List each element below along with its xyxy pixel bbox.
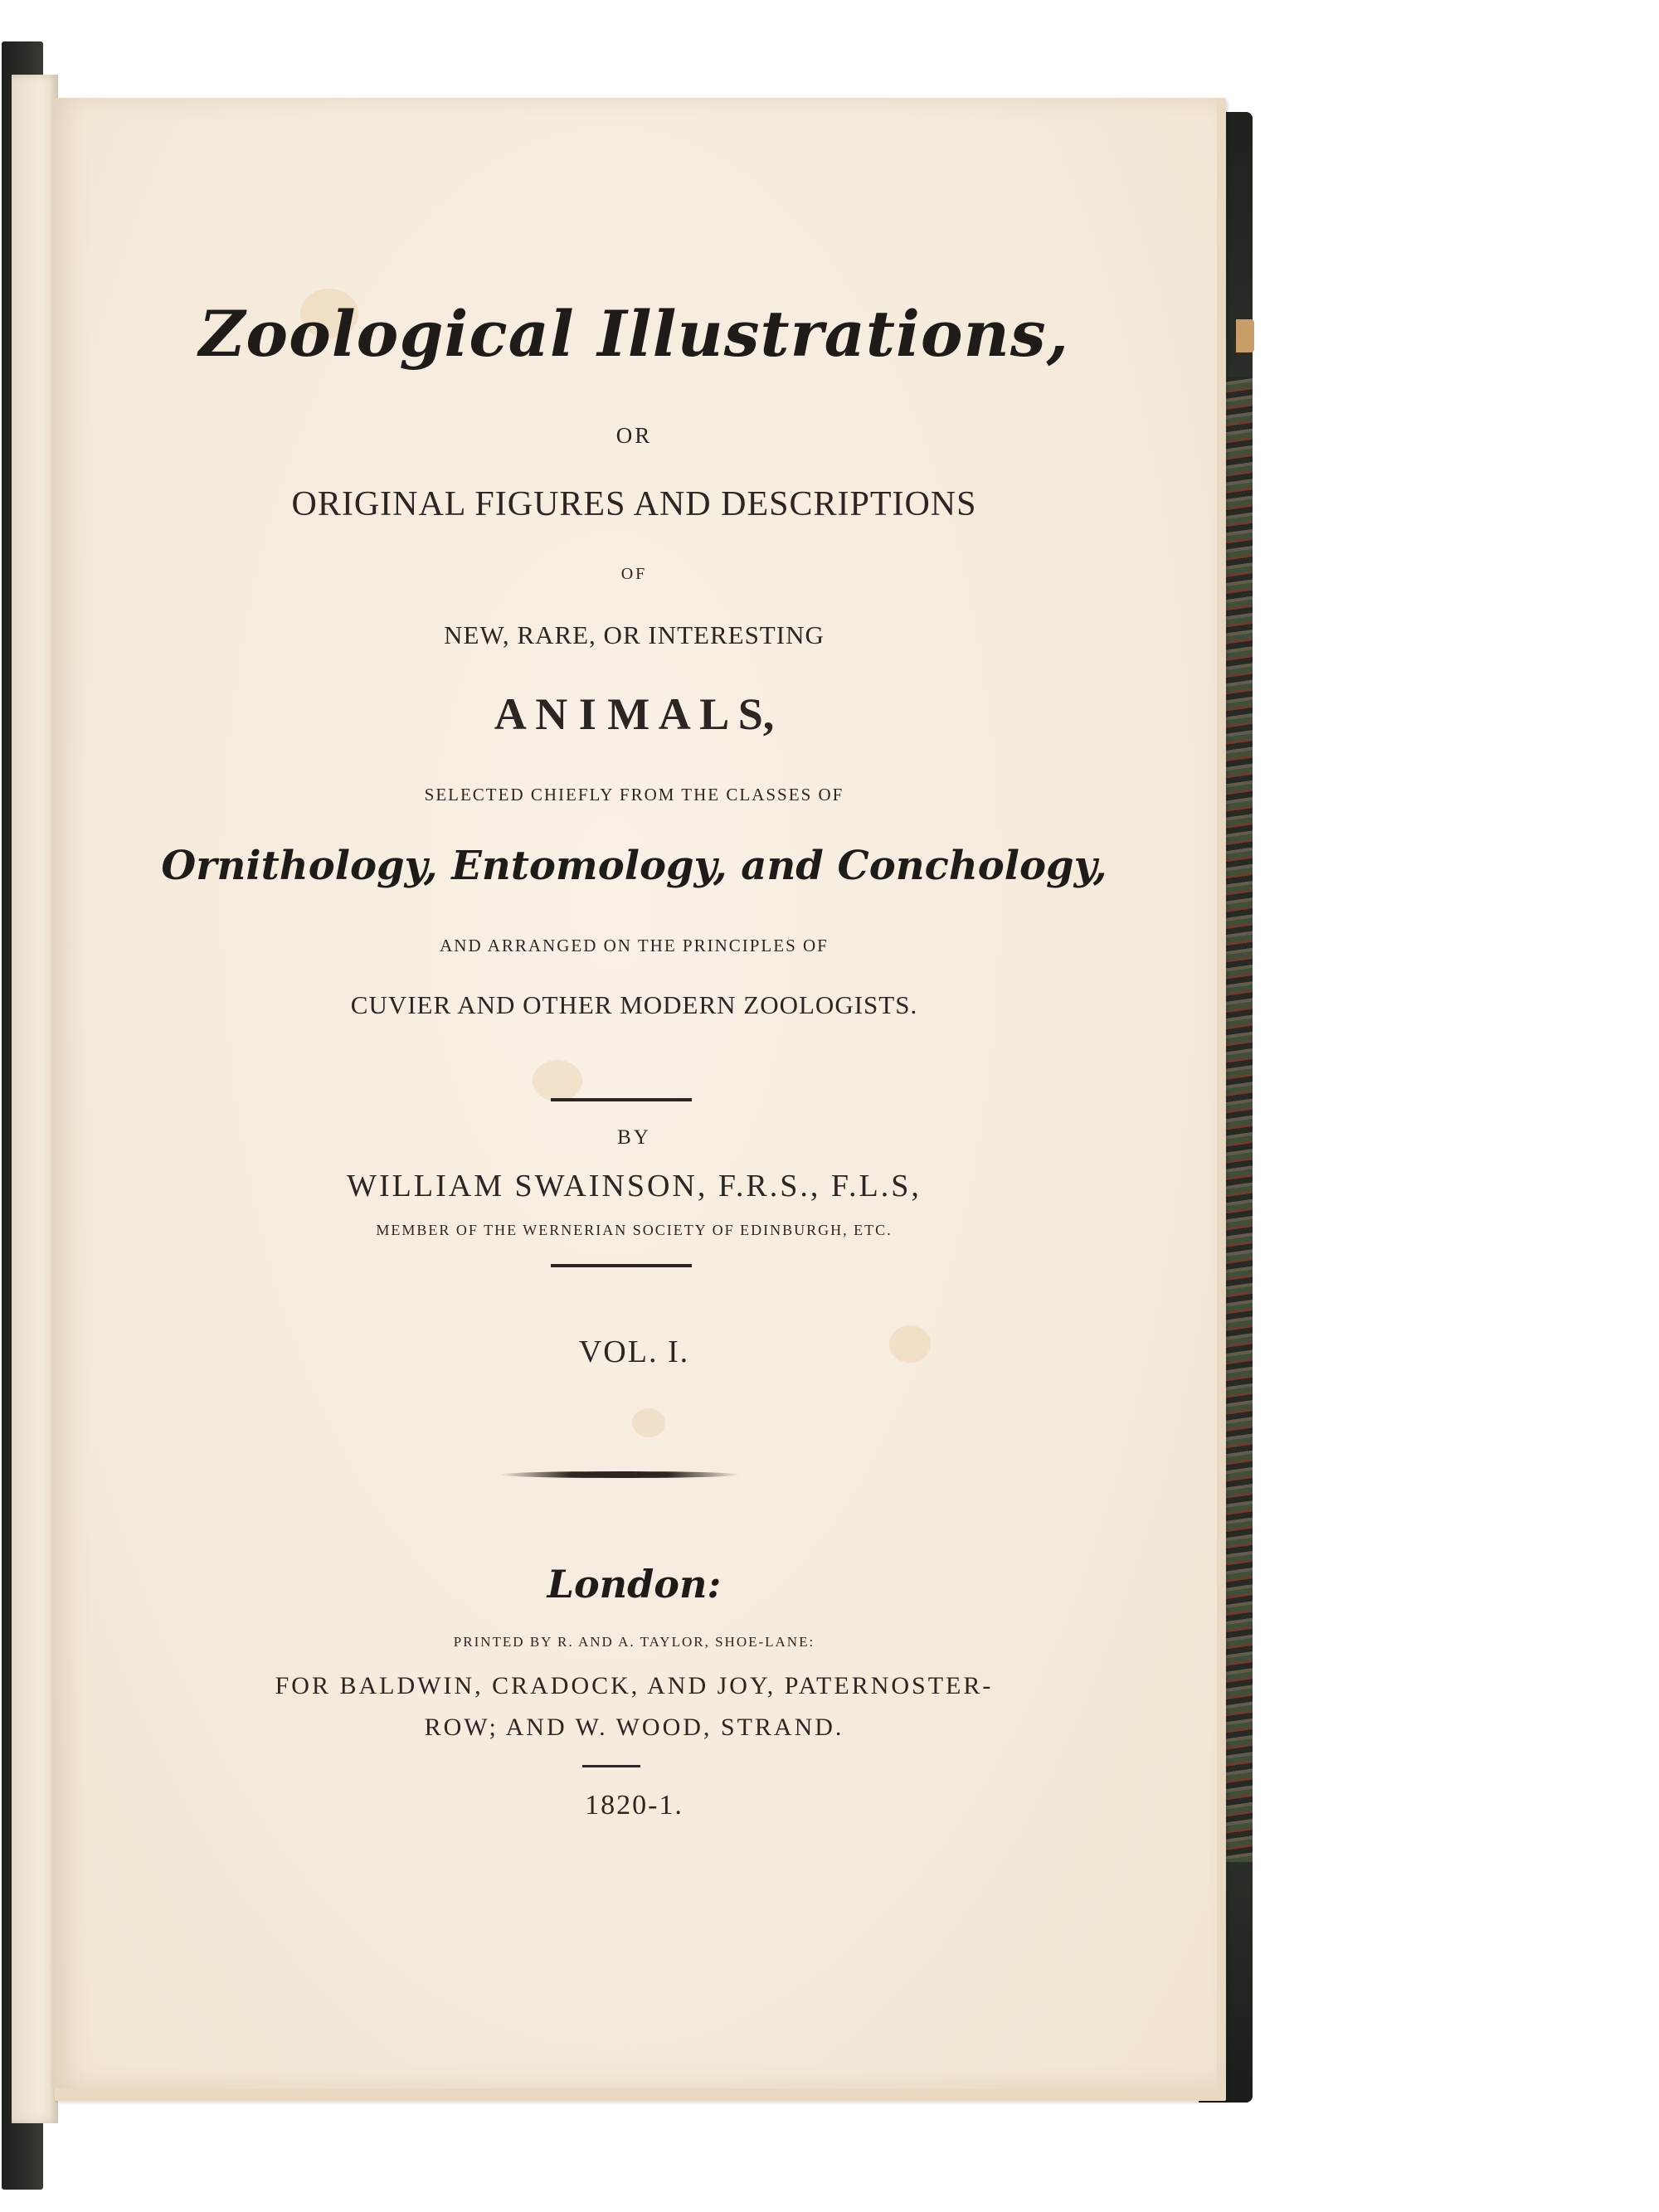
short-rule bbox=[582, 1765, 640, 1767]
by-text: BY bbox=[617, 1126, 651, 1149]
publisher-line-1: FOR BALDWIN, CRADOCK, AND JOY, PATERNOSTER- bbox=[275, 1672, 994, 1699]
member-text: MEMBER OF THE WERNERIAN SOCIETY OF EDINBURGH, ETC. bbox=[376, 1222, 893, 1238]
arranged-text: AND ARRANGED ON THE PRINCIPLES OF bbox=[440, 936, 829, 955]
leather-tab bbox=[1236, 319, 1254, 352]
divider-rule bbox=[551, 1264, 692, 1267]
volume-text: VOL. I. bbox=[578, 1334, 690, 1369]
animals-heading: A N I M A L S, bbox=[494, 689, 775, 739]
year-text: 1820-1. bbox=[585, 1790, 684, 1821]
title-page bbox=[51, 98, 1217, 2088]
foxing-spot bbox=[533, 1060, 582, 1101]
selected-text: SELECTED CHIEFLY FROM THE CLASSES OF bbox=[424, 785, 844, 805]
of-text: OF bbox=[620, 565, 648, 583]
author-name: WILLIAM SWAINSON, F.R.S., F.L.S, bbox=[347, 1169, 922, 1203]
ornamental-rule bbox=[499, 1471, 740, 1478]
city-text: London: bbox=[547, 1562, 722, 1607]
cuvier-text: CUVIER AND OTHER MODERN ZOOLOGISTS. bbox=[350, 990, 918, 1019]
divider-rule bbox=[551, 1098, 692, 1101]
classes-line: Ornithology, Entomology, and Conchology, bbox=[161, 843, 1107, 889]
qualifier-text: NEW, RARE, OR INTERESTING bbox=[444, 620, 825, 649]
printer-text: PRINTED BY R. AND A. TAYLOR, SHOE-LANE: bbox=[453, 1634, 815, 1650]
foxing-spot bbox=[632, 1408, 665, 1437]
publisher-line-2: ROW; AND W. WOOD, STRAND. bbox=[424, 1714, 844, 1741]
subtitle: ORIGINAL FIGURES AND DESCRIPTIONS bbox=[291, 485, 977, 523]
or-text: OR bbox=[615, 423, 653, 448]
main-title: Zoological Illustrations, bbox=[198, 297, 1070, 371]
